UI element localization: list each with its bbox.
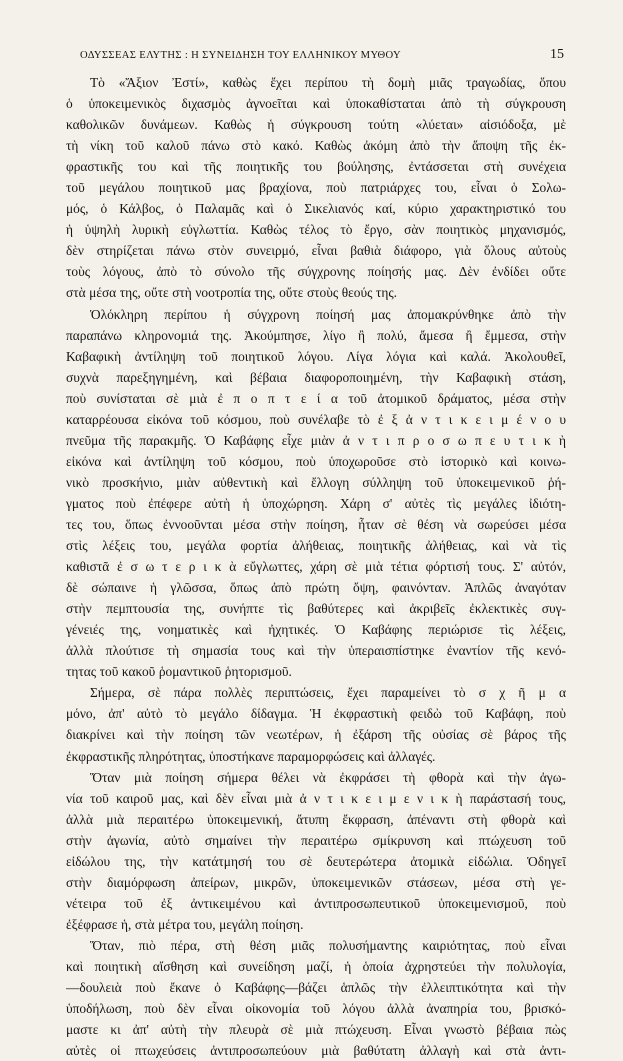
text-line: ἡ ὑψηλὴ λυρικὴ εὐγλωττία. Καθὼς τέλος τὸ ἔργο, σὰν ποιητικὸς μηχανισμός,: [66, 222, 566, 238]
page-number: 15: [550, 47, 564, 62]
text-line: διακρίνει καὶ τὴν ποίηση τῶν νεωτέρων, ἡ ἐξάρση τῆς οὐσίας σὲ βάρος τῆς: [66, 727, 566, 743]
text-line: φραστικῆς του καὶ τῆς ποιητικῆς του βούλησης, ἐντάσσεται στὴ συνέχεια: [66, 159, 566, 175]
text-line: Ὁλόκληρη περίπου ἡ σύγχρονη ποίησή μας ἀπομακρύνθηκε ἀπὸ τὴν: [90, 306, 566, 322]
text-line: εἰδώλου της, τὴν κατάτμησή του σὲ δευτερώτερα ἀτομικὰ εἰδώλια. Ὁδηγεῖ: [66, 853, 566, 869]
text-line: συχνὰ παρεξηγημένη, καὶ βέβαια διαφοροποιημένη, τὴν Καβαφικὴ στάση,: [66, 369, 566, 385]
text-line: μόνο, ἀπ' αὐτὸ τὸ μεγάλο δίδαγμα. Ἡ ἐκφραστικὴ φειδὼ τοῦ Καβάφη, ποὺ: [66, 706, 566, 722]
text-line: μός, ὁ Κάλβος, ὁ Παλαμᾶς καὶ ὁ Σικελιανός καί, κύριο χαρακτηριστικό του: [66, 201, 566, 217]
text-line: Καβαφικὴ ἀντίληψη τοῦ ποιητικοῦ λόγου. Λίγα λόγια καὶ καλά. Ἀκολουθεῖ,: [66, 348, 566, 364]
body-text: [66, 72, 566, 1061]
text-line: στὴν πεμπτουσία της, συνήπτε τὶς βαθύτερες καὶ ἀκριβεῖς ἐκλεκτικὲς συγ-: [66, 601, 566, 617]
text-line: ὁ ὑποκειμενικὸς διχασμὸς ἀγνοεῖται καὶ ὑποκαθίσταται ἀπὸ τὴ σύγκρουση: [66, 96, 566, 112]
text-line: καθιστᾶ ἐ σ ω τ ε ρ ι κ ὰ εὔγλωττες, χάρη σὲ μιὰ τέτια φόρτισή τους. Σ' αὐτόν,: [66, 559, 566, 575]
text-line: Ὅταν μιὰ ποίηση σήμερα θέλει νὰ ἐκφράσει τὴ φθορὰ καὶ τὴν ἀγω-: [90, 769, 566, 785]
text-line: τὴ νίκη τοῦ καλοῦ πάνω στὸ κακό. Καθὼς ἀκόμη ἀπὸ τὴν ἄποψη τῆς ἐκ-: [66, 138, 566, 154]
text-line: καταρρέουσα εἰκόνα τοῦ κόσμου, ποὺ συνέλαβε τὸ ἐ ξ ἀ ν τ ι κ ε ι μ έ ν ο υ: [66, 411, 566, 427]
text-line: ἀλλὰ μιὰ περαιτέρω ὑποκειμενική, ἄτυπη ἔκφραση, ἀπέναντι στὴ φθορὰ καὶ: [66, 811, 566, 827]
running-header: [66, 44, 566, 72]
text-line: στὴν ἀγωνία, αὐτὸ σημαίνει τὴν περαιτέρω σμίκρυνση καὶ πτώχευση τοῦ: [66, 832, 566, 848]
text-line: δὲν στηρίζεται πάνω στὸν συνειρμό, εἶναι βαθιὰ διάφορο, γιὰ ὅλους αὐτοὺς: [66, 243, 566, 259]
text-line: αὐτὲς οἱ πτωχεύσεις ἀντιπροσωπεύουν μιὰ βαθύτατη ἀλλαγὴ καὶ στὰ ἀντι-: [66, 1043, 566, 1059]
text-line: ποὺ συνίσταται σὲ μιὰ ἐ π ο π τ ε ί α τοῦ ἀτομικοῦ δράματος, μέσα στὴν: [66, 390, 566, 406]
text-line: —δουλειὰ ποὺ ἔκανε ὁ Καβάφης—βάζει ἁπλῶς τὴν ἐλλειπτικότητα καὶ τὴν: [66, 980, 566, 996]
text-line: γένειές της, νοηματικὲς καὶ ἠχητικές. Ὁ Καβάφης περιώρισε τὶς λέξεις,: [66, 622, 566, 638]
text-line: στὶς λέξεις του, μεγάλα φορτία ἀλήθειας, ποιητικῆς ἀλήθειας, καὶ νὰ τὶς: [66, 538, 566, 554]
text-line: στὰ μέσα της, οὔτε στὴ νοοτροπία της, οὔτε στοὺς θεούς της.: [66, 285, 397, 301]
text-line: τοῦ μεγάλου ποιητικοῦ μας βραχίονα, ποὺ πατριάρχες του, εἶναι ὁ Σολω-: [66, 180, 566, 196]
text-line: Ὅταν, πιὸ πέρα, στὴ θέση μιᾶς πολυσήμαντης καιριότητας, ποὺ εἶναι: [90, 937, 566, 953]
text-line: ὑποδήλωση, ποὺ δὲν εἶναι οἰκονομία τοῦ λόγου ἀλλὰ ἀναπηρία του, βρισκό-: [66, 1001, 566, 1017]
text-line: τητας τοῦ κακοῦ ῥομαντικοῦ ῥητορισμοῦ.: [66, 664, 292, 680]
book-page: [66, 44, 566, 1061]
text-line: τες του, ὅπως ἐννοοῦνται μέσα στὴν ποίηση, ἦταν σὲ θέση νὰ σωρεύσει μέσα: [66, 516, 566, 532]
text-line: τοὺς λόγους, ἀπὸ τὸ σύνολο τῆς σύγχρονης ποίησής μας. Δὲν ἐνδίδει οὔτε: [66, 264, 566, 280]
text-line: γματος ποὺ ἐπέφερε αὐτὴ ἡ ὑποχώρηση. Χάρη σ' αὐτὲς τὶς μεγάλες ἰδιότη-: [66, 495, 566, 511]
text-line: ἐξέφρασε ἡ, στὰ μέτρα του, μεγάλη ποίηση.: [66, 916, 304, 932]
text-line: δὲ σώπαινε ἡ γλῶσσα, ὅπως ἀπὸ πρώτη ὄψη, φαινόνταν. Ἁπλῶς ἀναγόταν: [66, 580, 566, 596]
text-line: στὴν διαμόρφωση ἀπείρων, μικρῶν, ὑποκειμενικῶν στάσεων, μέσα στὴ γε-: [66, 874, 566, 890]
text-line: ἐκφραστικῆς πληρότητας, ὑποστήκανε παραμορφώσεις καὶ ἀλλαγές.: [66, 748, 436, 764]
text-line: νέτειρα τοῦ ἐξ ἀντικειμένου καὶ ἀντιπροσωπευτικοῦ ὑποκειμενισμοῦ, ποὺ: [66, 895, 566, 911]
text-line: εἰκόνα καὶ ἀντίληψη τοῦ κόσμου, ποὺ ὑποχωροῦσε στὸ ἱστορικὸ καὶ κοινω-: [66, 453, 566, 469]
text-line: καὶ ποιητικὴ αἴσθηση καὶ συνείδηση μαζί, ἡ ὁποία ἀχρηστεύει τὴν πολυλογία,: [66, 958, 566, 974]
text-line: μαστε κι ἀπ' αὐτὴ τὴν πλευρὰ σὲ μιὰ πτώχευση. Εἶναι γνωστὸ βέβαια πὼς: [66, 1022, 566, 1038]
text-line: νία τοῦ καιροῦ μας, καὶ δὲν εἶναι μιὰ ἀ ν τ ι κ ε ι μ ε ν ι κ ὴ παράστασή τους,: [66, 790, 566, 806]
text-line: Τὸ «Ἄξιον Ἐστί», καθὼς ἔχει περίπου τὴ δομὴ μιᾶς τραγωδίας, ὅπου: [90, 75, 566, 90]
text-line: ἀλλὰ πλούτισε τὴ σημασία τους καὶ τὴν ὑπεραισπίστηκε ἐναντίον τῆς κενό-: [66, 643, 566, 659]
text-line: Σήμερα, σὲ πάρα πολλὲς περιπτώσεις, ἔχει παραμείνει τὸ σ χ ῆ μ α: [90, 685, 566, 701]
text-line: καθολικῶν δυνάμεων. Καθὼς ἡ σύγκρουση τούτη «λύεται» αἰσιόδοξα, μὲ: [66, 117, 566, 133]
running-title: ΟΔΥΣΣΕΑΣ ΕΛΥΤΗΣ : Η ΣΥΝΕΙΔΗΣΗ ΤΟΥ ΕΛΛΗΝΙΚΟΥ ΜΥΘΟΥ: [80, 50, 401, 61]
text-line: πνεῦμα τῆς παρακμῆς. Ὁ Καβάφης εἶχε μιὰν ἀ ν τ ι π ρ ο σ ω π ε υ τ ι κ ὴ: [66, 432, 566, 448]
text-line: παραπάνω κληρονομιά της. Ἀκούμπησε, λίγο ἢ πολύ, ἄμεσα ἢ ἔμμεσα, στὴν: [66, 327, 566, 343]
text-line: νικὸ προσκήνιο, μιὰν αὐθεντικὴ καὶ ἔλλογη σύλληψη τοῦ ὑποκειμενικοῦ ῥή-: [66, 474, 566, 490]
